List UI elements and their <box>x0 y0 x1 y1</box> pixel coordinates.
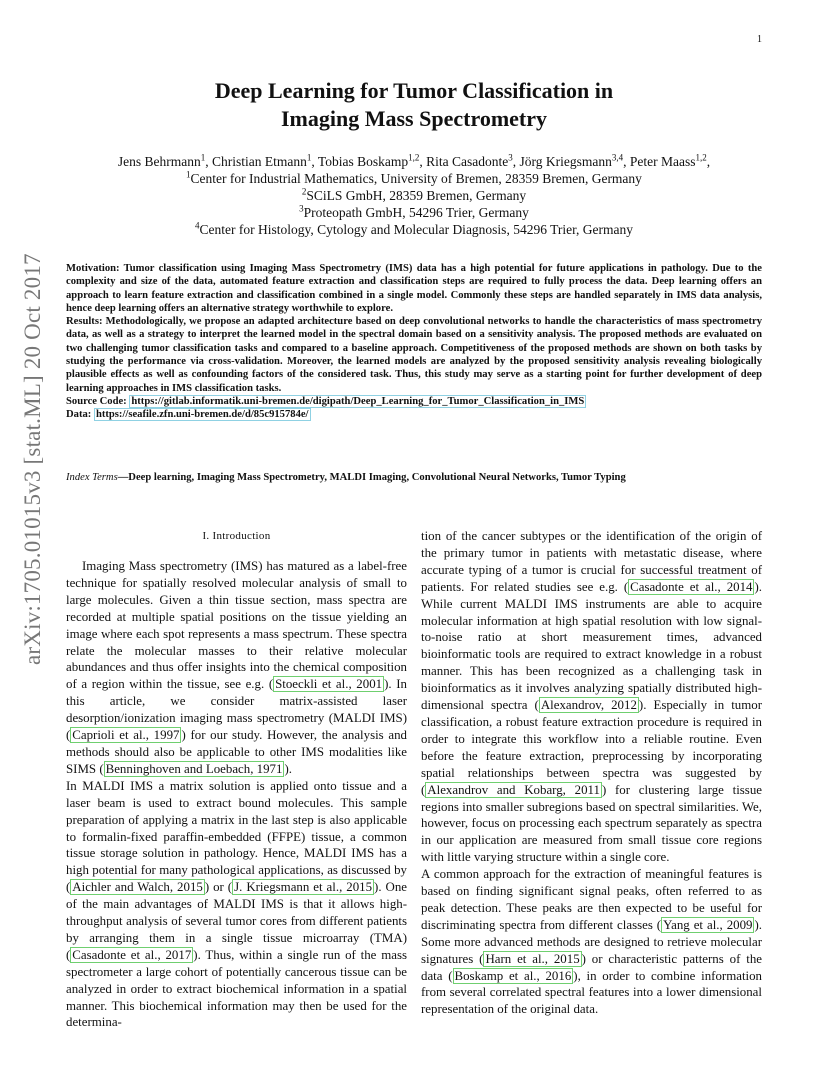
arxiv-sidebar <box>16 253 52 665</box>
author-list: Jens Behrmann$^1$, Christian Etmann$^1$, Tobias Boskamp$^{1,2}$, Rita Casadonte$^3$, Jörg Kriegsmann$^{3,4}$, Peter Maass$^{1,2}$, <box>117 152 711 169</box>
author-name: Rita Casadonte <box>426 154 509 169</box>
author-name: Jens Behrmann <box>117 154 201 169</box>
author-name: Tobias Boskamp <box>317 154 409 169</box>
source-code-line: Source Code: https://gitlab.informatik.uni-bremen.de/digipath/Deep_Learning_for_Tumor_Classification_in_IMS <box>66 395 585 407</box>
title-line-1: Deep Learning for Tumor Classification in <box>214 78 614 103</box>
author-name: Christian Etmann <box>212 154 307 169</box>
affiliation: $^1$Center for Industrial Mathematics, University of Bremen, 28359 Bremen, Germany <box>186 169 642 186</box>
data-line: Data: https://seafile.zfn.uni-bremen.de/d/85c915784e/ <box>66 409 309 421</box>
abstract-motivation: Motivation: Tumor classification using Imaging Mass Spectrometry (IMS) data has a high potential for future applications in pathology. Due to the complexity and size of the data, automated feature extraction and classification steps are required to fully process the data. Deep learning offers an approach to learn feature extraction and classification combined in a single model. Commonly these steps are handled separately in IMS data analysis, hence deep learning offers an alternative strategy worthwhile to explore. <box>66 263 762 314</box>
citation-link[interactable]: J. Kriegsmann et al., 2015 <box>234 880 373 895</box>
citation-link[interactable]: Casadonte et al., 2014 <box>630 579 753 594</box>
citation-link[interactable]: Boskamp et al., 2016 <box>454 968 572 983</box>
citation-link[interactable]: Aichler and Walch, 2015 <box>72 880 203 895</box>
author-sup: 1 <box>200 152 206 163</box>
data-link[interactable]: https://seafile.zfn.uni-bremen.de/d/85c915784e/ <box>95 409 309 421</box>
author-name: Peter Maass <box>629 154 696 169</box>
left-column <box>66 528 407 1031</box>
citation-link[interactable]: Benninghoven and Loebach, 1971 <box>105 761 283 776</box>
citation-link[interactable]: Yang et al., 2009 <box>663 917 753 932</box>
abstract <box>66 262 762 422</box>
page-number: 1 <box>757 34 762 45</box>
title-line-2: Imaging Mass Spectrometry <box>281 106 547 131</box>
citation-link[interactable]: Alexandrov and Kobarg, 2011 <box>427 782 600 797</box>
paragraph: Imaging Mass spectrometry (IMS) has matured as a label-free technique for spatially resolved molecular analysis of small to large molecules. Given a thin tissue section, mass spectra are recorded at multiple spatial positions on the tissue yielding an image where each spot represents a mass spectrum. These spectra relate the molecular masses to their relative molecular abundances and thus offer insights into the chemical composition of a region within the tissue, see e.g. ( Stoeckli et al., 2001 ). In this article, we consider matrix-assisted laser desorption/ionization imaging mass spectrometry (MALDI IMS) ( Caprioli et al., 1997 ) for our study. However, the analysis and methods should also be applicable to other IMS modalities like SIMS ( Benninghoven and Loebach, 1971 ). <box>66 559 407 776</box>
index-terms <box>66 471 762 485</box>
author-name: Jörg Kriegsmann <box>519 154 612 169</box>
citation-link[interactable]: Caprioli et al., 1997 <box>72 728 180 743</box>
authors-block <box>0 153 828 238</box>
paragraph: In MALDI IMS a matrix solution is applied onto tissue and a laser beam is used to extract bound molecules. This sample preparation of applying a matrix in the last step is also applicable to formalin-fixed paraffin-embedded (FFPE) tissue, a common tissue storage solution in pathology. Hence, MALDI IMS has a high potential for many pathological applications, as discussed by ( Aichler and Walch, 2015 ) or ( J. Kriegsmann et al., 2015 ). One of the main advantages of MALDI IMS is that it allows high-throughput analysis of several tumor cores from different patients by arranging them in a single tissue microarray (TMA) ( Casadonte et al., 2017 ). Thus, within a single run of the mass spectrometer a large cohort of potentially cancerous tissue can be analyzed in order to extract biochemical information in a spatial manner. This biochemical information may then be used for the determina- <box>66 778 408 1030</box>
affiliation: $^4$Center for Histology, Cytology and Molecular Diagnosis, 54296 Trier, Germany <box>194 220 634 237</box>
citation-link[interactable]: Harn et al., 2015 <box>485 951 580 966</box>
affiliation: $^2$SCiLS GmbH, 28359 Bremen, Germany <box>301 186 527 203</box>
author-sup: 1,2 <box>695 152 707 163</box>
source-code-link[interactable]: https://gitlab.informatik.uni-bremen.de/digipath/Deep_Learning_for_Tumor_Classification_in_IMS <box>131 395 585 407</box>
author-sup: 3,4 <box>611 152 624 163</box>
paragraph: tion of the cancer subtypes or the identification of the origin of the primary tumor in patients with metastatic disease, where accurate typing of a tumor is crucial for successful treatment of patients. For related studies see e.g. ( Casadonte et al., 2014 ). While current MALDI IMS instruments are able to acquire molecular information at high spatial resolution with low signal-to-noise ratio at short measurement times, advanced bioinformatic tools are required to extract knowledge in a robust manner. This has been recognized as a challenging task in bioinformatics as it involves analyzing spatially distributed high-dimensional spectra ( Alexandrov, 2012 ). Especially in tumor classification, a robust feature extraction procedure is required in order to integrate this workflow into a reliable routine. Even before the feature extraction, preprocessing by incorporating spatial relationships between spectra was suggested by ( Alexandrov and Kobarg, 2011 ) for clustering large tissue regions into smaller subregions based on spectral similarities. We, however, focus on processing each spectrum separately as spectra in our application are measured from small tissue core regions with little varying structure within a single core. <box>421 529 762 865</box>
index-terms-label: Index Terms <box>66 472 118 483</box>
index-terms-text: —Deep learning, Imaging Mass Spectrometry, MALDI Imaging, Convolutional Neural Networks, Tumor Typing <box>117 472 626 483</box>
affiliation: $^3$Proteopath GmbH, 54296 Trier, Germany <box>299 203 529 220</box>
author-sup: 1,2 <box>408 152 420 163</box>
citation-link[interactable]: Alexandrov, 2012 <box>540 698 637 713</box>
section-heading: I. Introduction <box>202 530 271 542</box>
paper-title <box>0 77 828 133</box>
citation-link[interactable]: Casadonte et al., 2017 <box>72 947 192 962</box>
author-sup: 3 <box>508 152 513 163</box>
author-sup: 1 <box>306 152 312 163</box>
arxiv-identifier: arXiv:1705.01015v3 [stat.ML] 20 Oct 2017 <box>20 253 45 665</box>
abstract-results: Results: Methodologically, we propose an adapted architecture based on deep convolutional networks to handle the characteristics of mass spectrometry data, as well as a strategy to interpret the learned model in the spectral domain based on a sensitivity analysis. The proposed methods are evaluated on two challenging tumor classification tasks and compared to a baseline approach. Competitiveness of the proposed methods are shown on both tasks by studying the performance via cross-validation. Moreover, the learned models are analyzed by the proposed sensitivity analysis revealing biologically plausible effects as well as confounding factors of the considered task. Thus, this study may serve as a starting point for further development of deep learning approaches in IMS classification tasks. <box>66 316 762 394</box>
citation-link[interactable]: Stoeckli et al., 2001 <box>275 677 383 692</box>
right-column <box>421 528 762 1018</box>
paragraph: A common approach for the extraction of meaningful features is based on finding significant signal peaks, often referred to as peak detection. These peaks are then expected to be useful for discriminating spectra from different classes ( Yang et al., 2009 ). Some more advanced methods are designed to retrieve molecular signatures ( Harn et al., 2015 ) or characteristic patterns of the data ( Boskamp et al., 2016 ), in order to combine information from several correlated spectral features into a lower dimensional representation of the original data. <box>421 867 762 1017</box>
